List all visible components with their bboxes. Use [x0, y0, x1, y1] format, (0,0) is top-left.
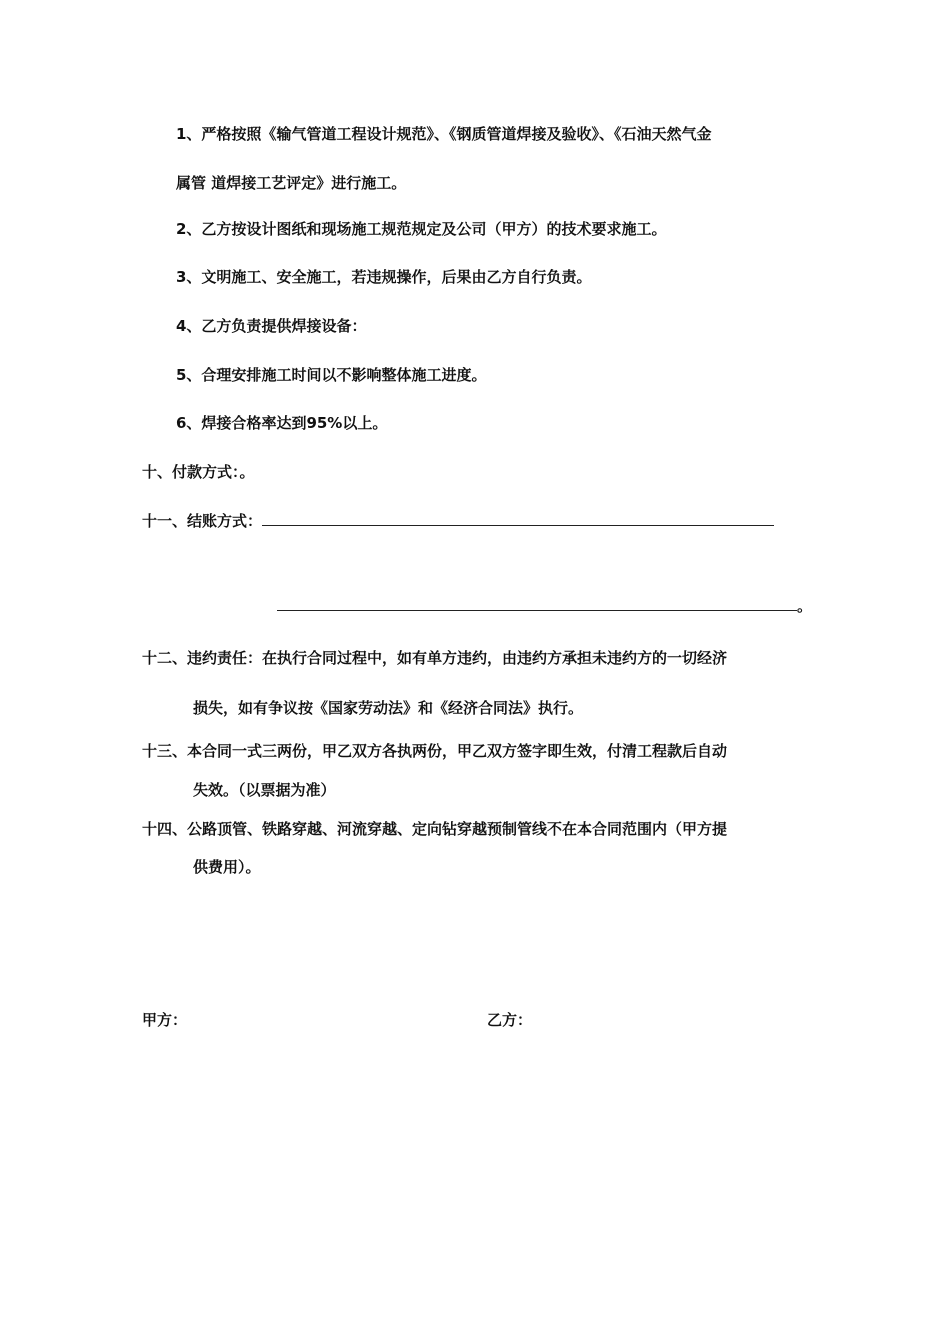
party-b-label: 乙方：: [487, 1011, 533, 1029]
clause-9-item-1: 1、严格按照《输气管道工程设计规范》、《钢质管道焊接及验收》、《石油天然气金: [176, 125, 712, 143]
clause-12-breach: 十二、违约责任：在执行合同过程中，如有单方违约，由违约方承担未违约方的一切经济: [142, 649, 728, 667]
clause-9-item-3: 3、文明施工、安全施工，若违规操作，后果由乙方自行负责。: [176, 268, 592, 286]
clause-9-item-6: 6、焊接合格率达到95%以上。: [176, 414, 388, 432]
clause-9-item-1-cont: 属管 道焊接工艺评定》进行施工。: [176, 174, 407, 192]
clause-9-item-4: 4、乙方负责提供焊接设备：: [176, 317, 367, 335]
settlement-line-2: [277, 596, 812, 616]
settlement-label: 十一、结账方式：: [142, 512, 263, 530]
clause-12-breach-cont: 损失，如有争议按《国家劳动法》和《经济合同法》执行。: [193, 699, 584, 717]
settlement-blank-1: [262, 513, 774, 526]
clause-13-copies-cont: 失效。（以票据为准）: [193, 781, 336, 799]
clause-14-exclusions-cont: 供费用）。: [193, 858, 261, 876]
clause-10-payment: 十、付款方式：。: [142, 463, 255, 481]
settlement-blank-2: [277, 598, 797, 611]
party-a-label: 甲方：: [142, 1011, 188, 1029]
clause-14-exclusions: 十四、公路顶管、铁路穿越、河流穿越、定向钻穿越预制管线不在本合同范围内（甲方提: [142, 820, 728, 838]
clause-13-copies: 十三、本合同一式三两份，甲乙双方各执两份，甲乙双方签字即生效，付清工程款后自动: [142, 742, 728, 760]
clause-9-item-5: 5、合理安排施工时间以不影响整体施工进度。: [176, 366, 487, 384]
clause-11-settlement: [142, 511, 774, 531]
clause-9-item-2: 2、乙方按设计图纸和现场施工规范规定及公司（甲方）的技术要求施工。: [176, 220, 667, 238]
settlement-end: 。: [797, 597, 813, 615]
